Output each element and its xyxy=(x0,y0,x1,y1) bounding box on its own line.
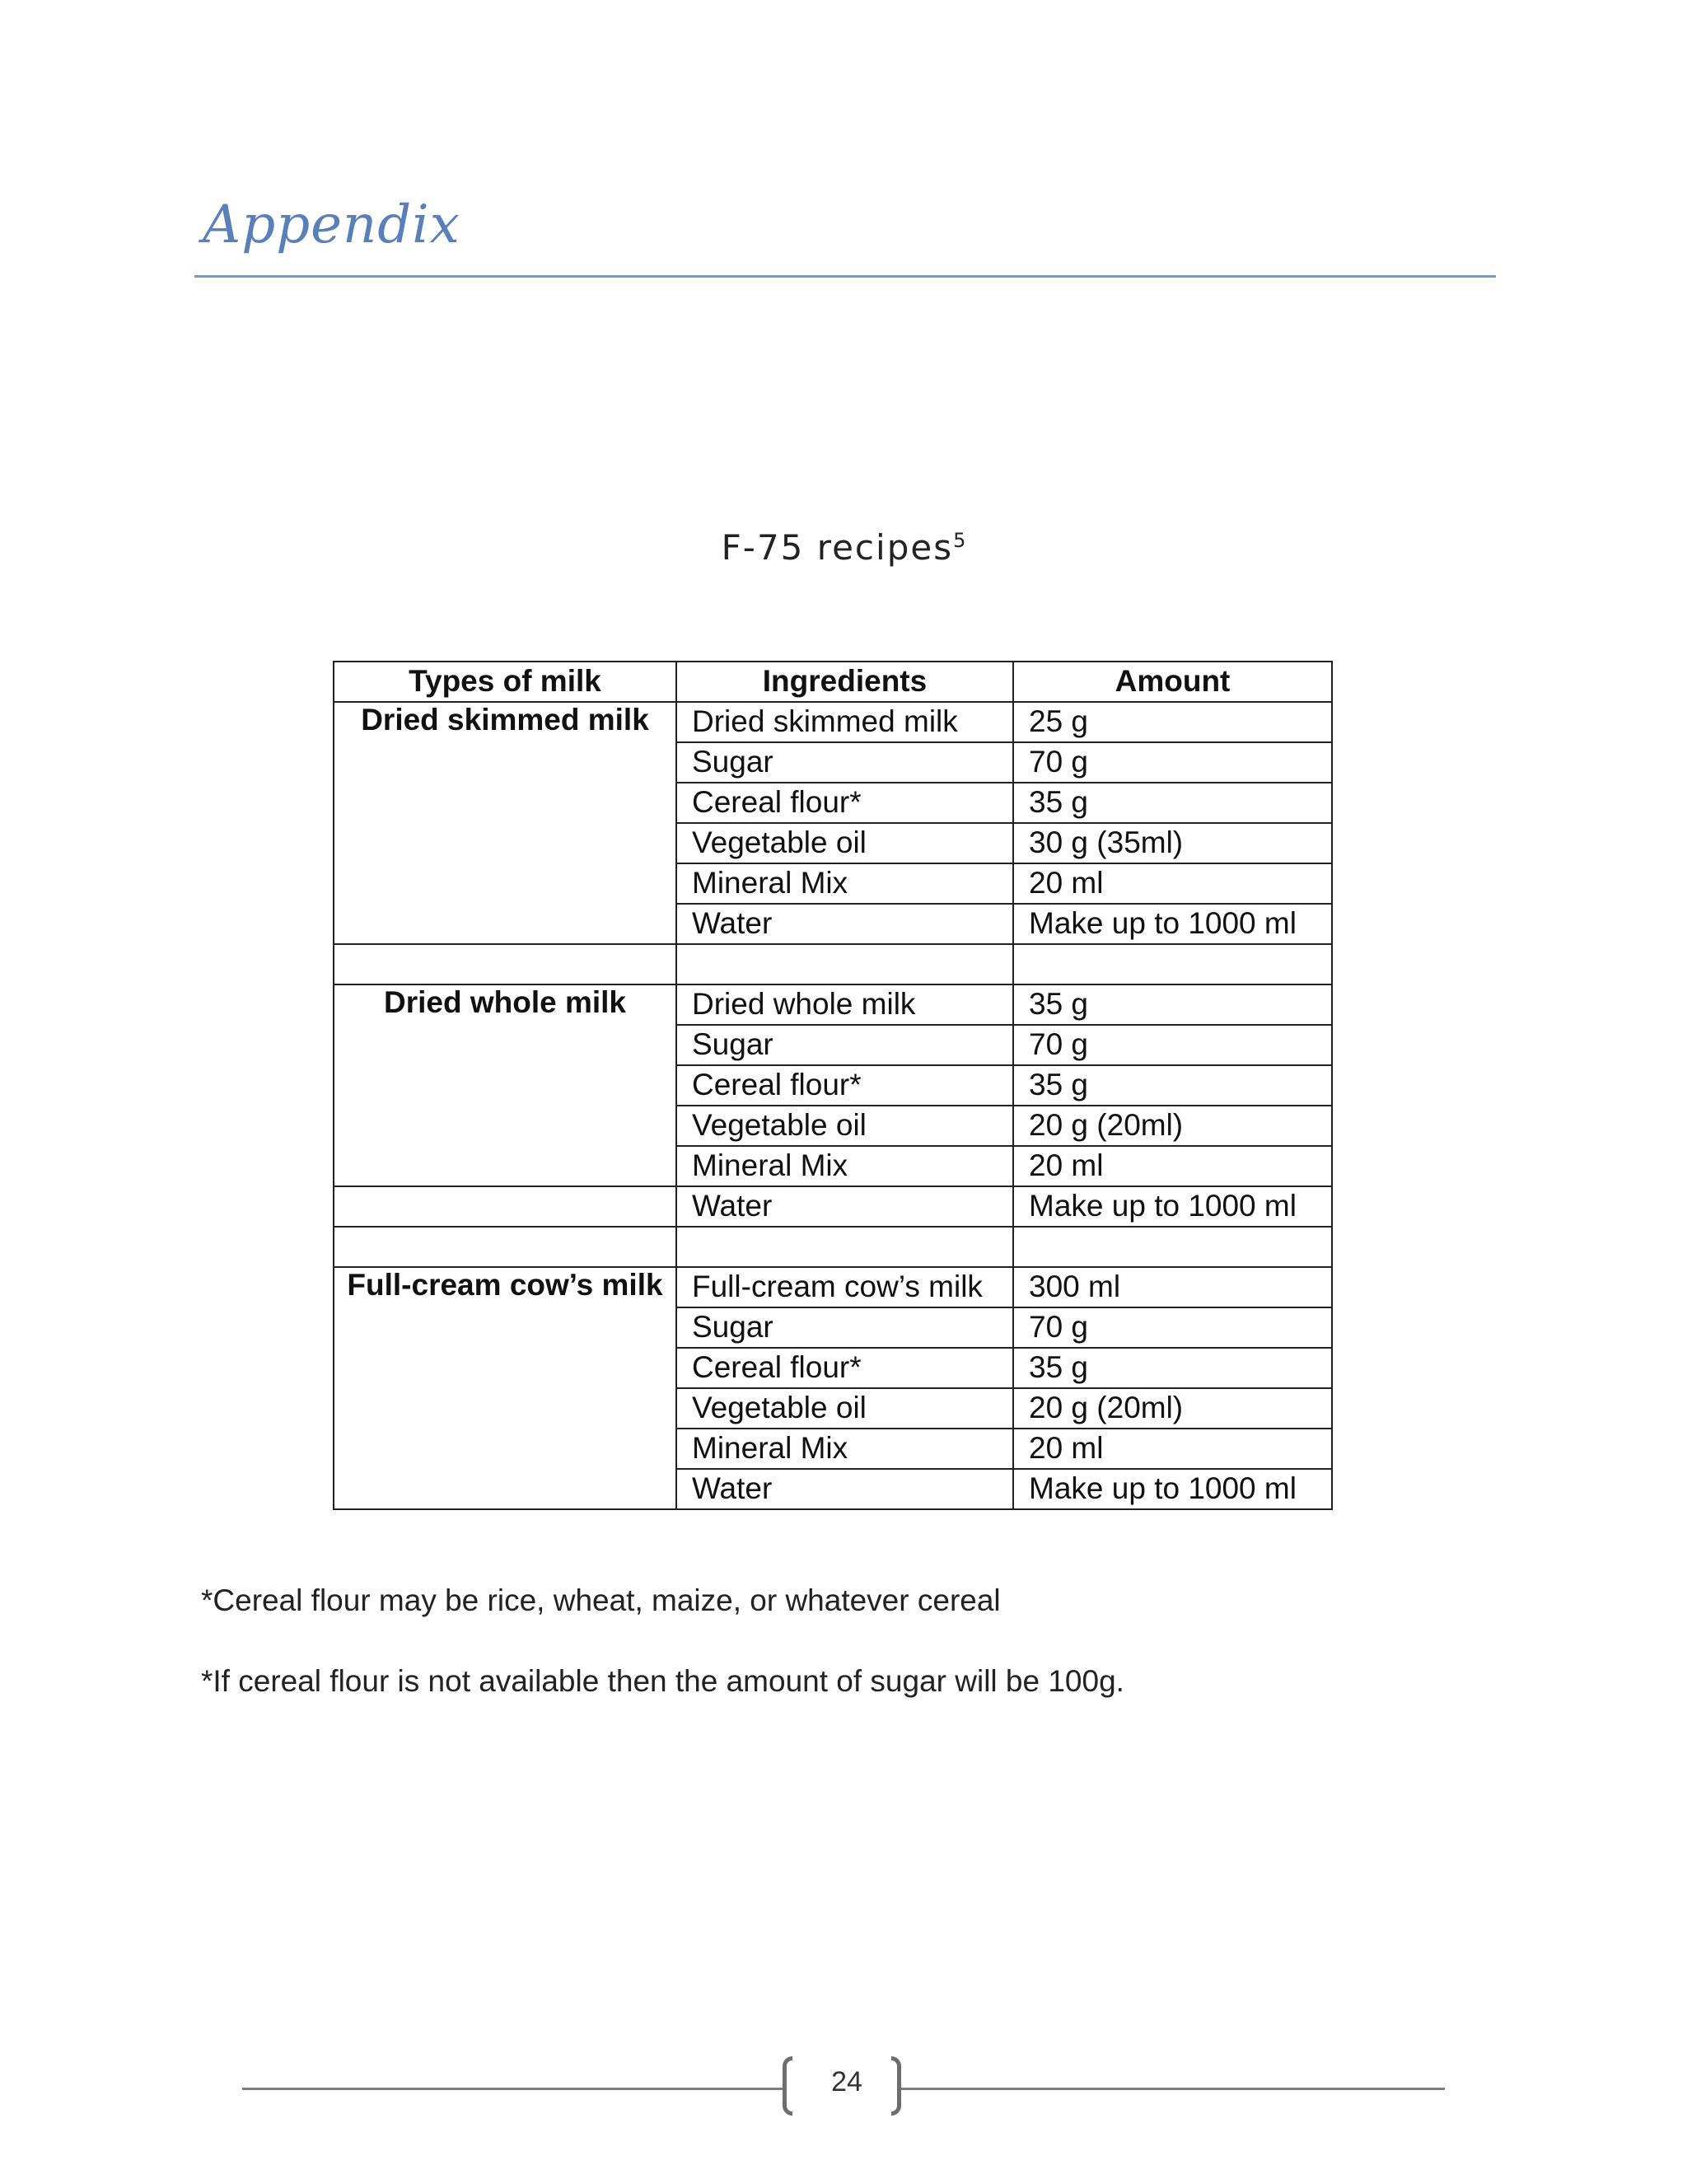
page-bracket-left xyxy=(783,2056,792,2116)
amount-cell: 70 g xyxy=(1013,1025,1332,1065)
recipe-title xyxy=(0,527,1687,568)
milk-type-cell: Full-cream cow’s milk xyxy=(334,1267,676,1509)
table-row xyxy=(334,1267,1332,1307)
column-header-amount: Amount xyxy=(1013,662,1332,702)
amount-cell: Make up to 1000 ml xyxy=(1013,904,1332,944)
ingredient-cell: Dried skimmed milk xyxy=(676,702,1013,742)
empty-cell xyxy=(676,1227,1013,1267)
ingredient-cell: Vegetable oil xyxy=(676,823,1013,863)
table-row xyxy=(334,1186,1332,1227)
empty-cell xyxy=(334,1227,676,1267)
table-row xyxy=(334,702,1332,742)
empty-cell xyxy=(334,1186,676,1227)
ingredient-cell: Cereal flour* xyxy=(676,1065,1013,1106)
amount-cell: 70 g xyxy=(1013,1307,1332,1348)
spacer-row xyxy=(334,1227,1332,1267)
ingredient-cell: Sugar xyxy=(676,1025,1013,1065)
recipe-title-text: F-75 recipes xyxy=(721,527,954,568)
amount-cell: 35 g xyxy=(1013,1065,1332,1106)
ingredient-cell: Cereal flour* xyxy=(676,783,1013,823)
footnote-cereal-flour: *Cereal flour may be rice, wheat, maize, or whatever cereal xyxy=(201,1583,1001,1617)
empty-cell xyxy=(1013,1227,1332,1267)
page-bracket-right xyxy=(891,2056,901,2116)
ingredient-cell: Mineral Mix xyxy=(676,863,1013,904)
ingredient-cell: Sugar xyxy=(676,742,1013,783)
footnote-reference: 5 xyxy=(953,529,966,552)
recipe-table xyxy=(333,661,1333,1510)
table-header-row xyxy=(334,662,1332,702)
empty-cell xyxy=(334,944,676,984)
amount-cell: 35 g xyxy=(1013,783,1332,823)
footer-rule-left xyxy=(242,2088,783,2090)
amount-cell: 20 ml xyxy=(1013,1146,1332,1186)
section-title: Appendix xyxy=(203,194,460,255)
ingredient-cell: Vegetable oil xyxy=(676,1388,1013,1429)
spacer-row xyxy=(334,944,1332,984)
milk-type-cell: Dried whole milk xyxy=(334,984,676,1186)
column-header-ingredient: Ingredients xyxy=(676,662,1013,702)
amount-cell: 35 g xyxy=(1013,984,1332,1025)
page-number: 24 xyxy=(831,2066,862,2097)
amount-cell: 35 g xyxy=(1013,1348,1332,1388)
amount-cell: Make up to 1000 ml xyxy=(1013,1186,1332,1227)
ingredient-cell: Water xyxy=(676,904,1013,944)
amount-cell: 20 ml xyxy=(1013,1429,1332,1469)
amount-cell: 25 g xyxy=(1013,702,1332,742)
amount-cell: 70 g xyxy=(1013,742,1332,783)
footer-rule-right xyxy=(901,2088,1445,2090)
table-row xyxy=(334,984,1332,1025)
amount-cell: Make up to 1000 ml xyxy=(1013,1469,1332,1509)
empty-cell xyxy=(1013,944,1332,984)
column-header-type: Types of milk xyxy=(334,662,676,702)
empty-cell xyxy=(676,944,1013,984)
ingredient-cell: Full-cream cow’s milk xyxy=(676,1267,1013,1307)
amount-cell: 300 ml xyxy=(1013,1267,1332,1307)
ingredient-cell: Water xyxy=(676,1186,1013,1227)
title-rule xyxy=(194,275,1496,278)
ingredient-cell: Mineral Mix xyxy=(676,1146,1013,1186)
footnote-sugar: *If cereal flour is not available then the amount of sugar will be 100g. xyxy=(201,1664,1124,1698)
ingredient-cell: Mineral Mix xyxy=(676,1429,1013,1469)
amount-cell: 20 g (20ml) xyxy=(1013,1388,1332,1429)
amount-cell: 30 g (35ml) xyxy=(1013,823,1332,863)
amount-cell: 20 ml xyxy=(1013,863,1332,904)
ingredient-cell: Vegetable oil xyxy=(676,1106,1013,1146)
ingredient-cell: Cereal flour* xyxy=(676,1348,1013,1388)
amount-cell: 20 g (20ml) xyxy=(1013,1106,1332,1146)
ingredient-cell: Water xyxy=(676,1469,1013,1509)
milk-type-cell: Dried skimmed milk xyxy=(334,702,676,944)
ingredient-cell: Sugar xyxy=(676,1307,1013,1348)
ingredient-cell: Dried whole milk xyxy=(676,984,1013,1025)
